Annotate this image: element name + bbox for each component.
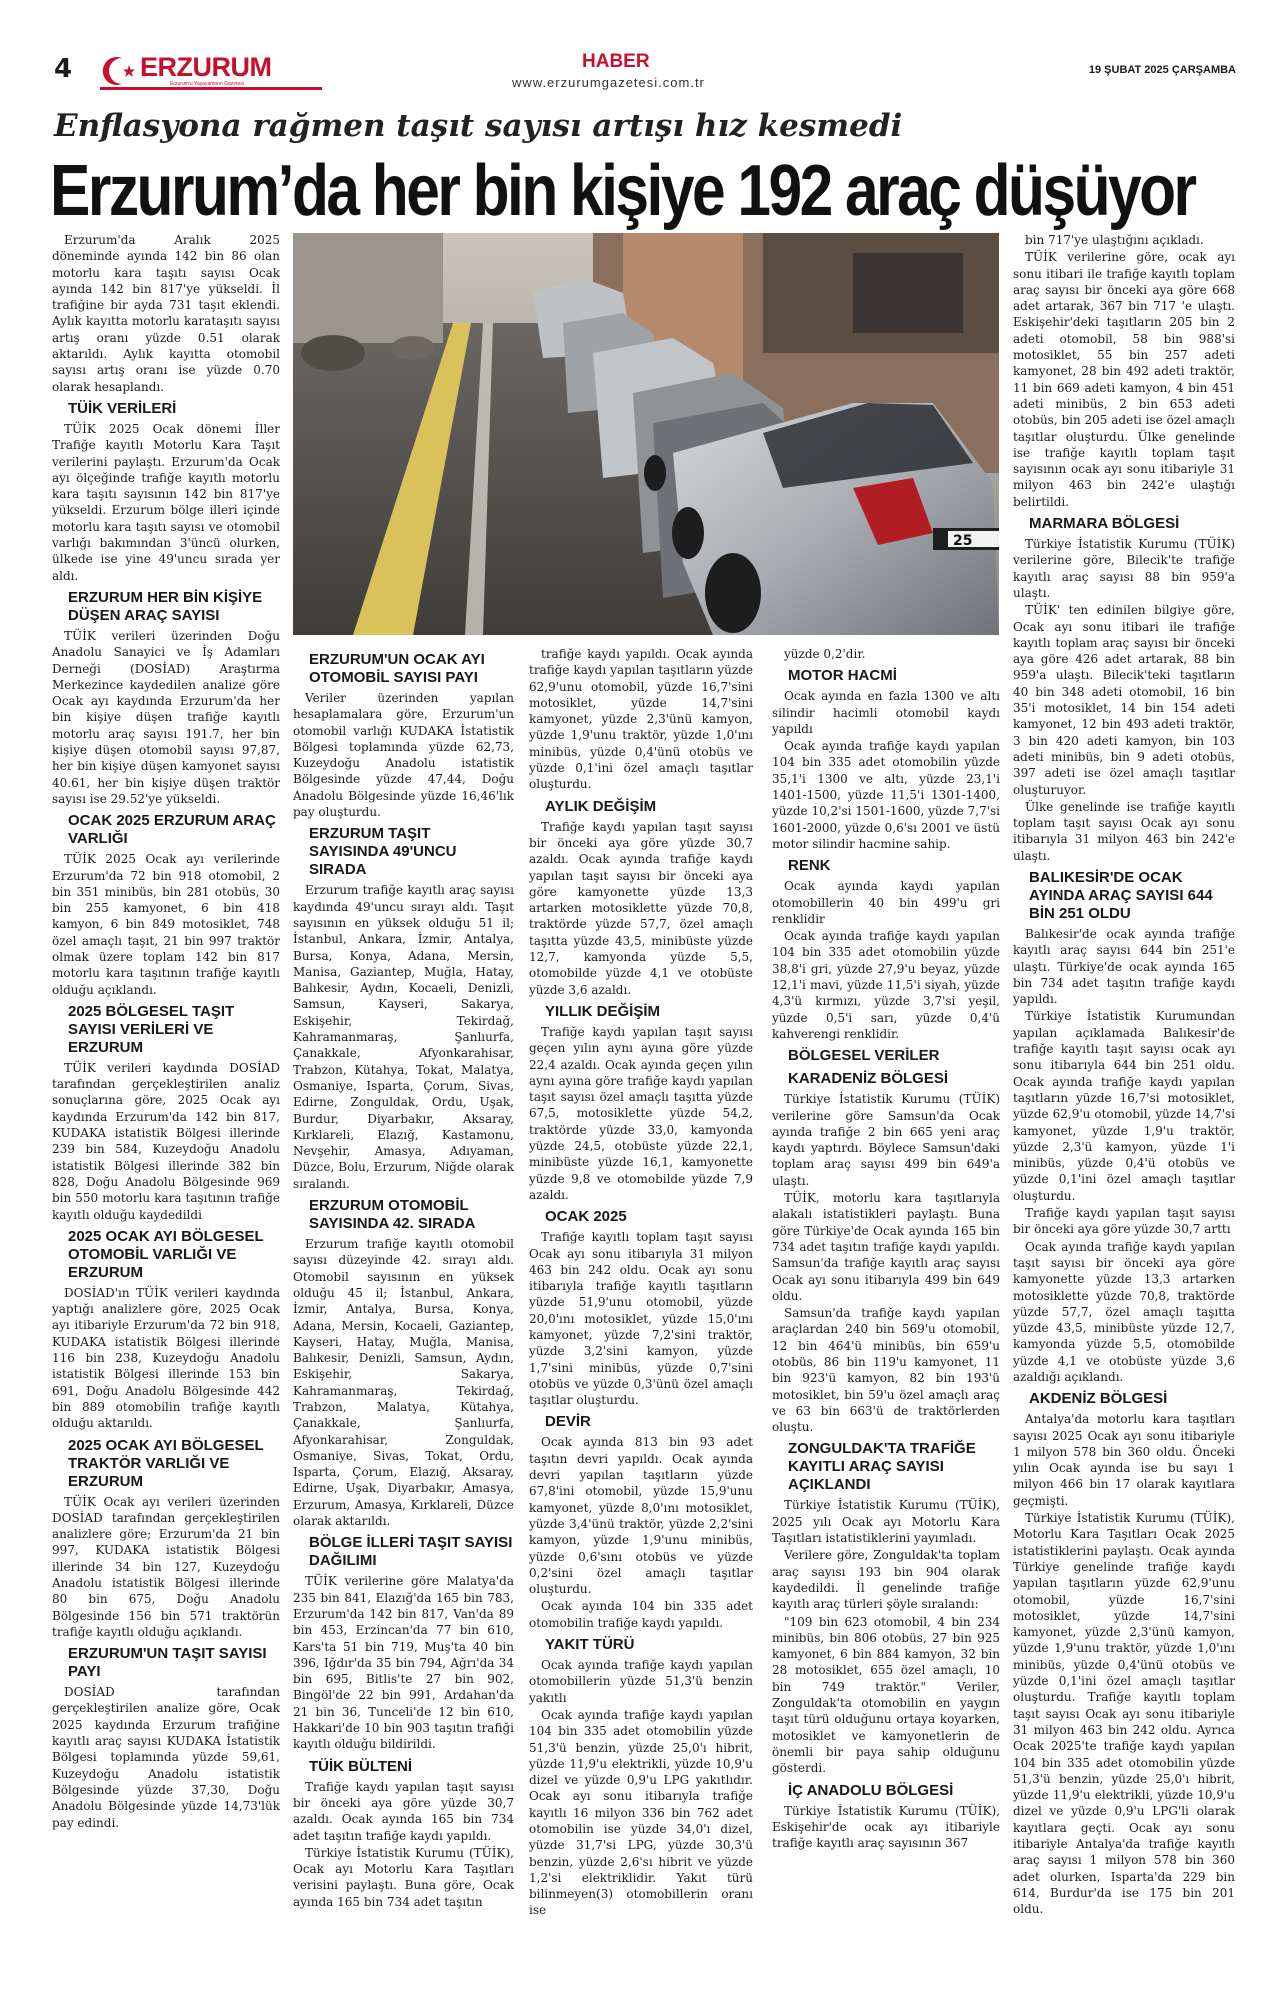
paragraph: "109 bin 623 otomobil, 4 bin 234 minibüs, bin 806 otobüs, 27 bin 925 kamyonet, 6 bin 884 kamyon, 32 bin 28 motosiklet, 655 özel amaçlı, 10 bin 749 traktör." Veriler, Zonguldak'ta otomobilin en yaygın taşıt türü olduğunu ortaya koyarken, motosiklet ve kamyonetlerin de önemli bir paya sahip olduğunu gösterdi. <box>772 1614 1000 1776</box>
paragraph: Türkiye İstatistik Kurumu (TÜİK) verilerine göre, Bilecik'te trafiğe kayıtlı araç sayısı 88 bin 959'a ulaştı. <box>1013 537 1235 600</box>
paragraph: Türkiye İstatistik Kurumu (TÜİK) verilerine göre Samsun'da Ocak ayında trafiğe 2 bin 665 yeni araç kaydı yaptırdı. Böylece Samsun'daki toplam araç sayısı 499 bin 649'a ulaştı. <box>772 1092 1000 1188</box>
paragraph: TÜİK' ten edinilen bilgiye göre, Ocak ayı sonu itibari ile trafiğe kayıtlı toplam araç sayısı bir önceki aya göre 426 adet artarak, 88 bin 959'a ulaştı. Bilecik'teki taşıtların 40 bin 348 adeti otomobil, 16 bin 35'i motosiklet, 14 bin 154 adeti kamyonet, 12 bin 493 adeti traktör, 3 bin 420 adeti kamyon, bin 103 adeti minibüs, bin 9 adeti otobüs, 397 adeti ise özel amaçlı taşıtlar oluşturuyor. <box>1013 603 1235 797</box>
paragraph: Erzurum trafiğe kayıtlı araç sayısı kaydında 49'uncu sırayı aldı. Taşıt sayısının en yüksek olduğu 51 il; İstanbul, Ankara, İzmir, Antalya, Bursa, Konya, Adana, Mersin, Manisa, Gaziantep, Muğla, Hatay, Balıkesir, Aydın, Kocaeli, Denizli, Samsun, Kayseri, Sakarya, Eskişehir, Tekirdağ, Kahramanmaraş, Şanlıurfa, Çanakkale, Afyonkarahisar, Trabzon, Kütahya, Tokat, Malatya, Osmaniye, Isparta, Çorum, Sivas, Edirne, Zonguldak, Ordu, Uşak, Burdur, Diyarbakır, Aksaray, Kırklareli, Elazığ, Kastamonu, Nevşehir, Amasya, Adıyaman, Düzce, Bolu, Erzurum, Niğde olarak sıralandı. <box>293 883 514 1191</box>
paragraph: Ocak ayında kaydı yapılan otomobillerin 40 bin 499'u gri renklidir <box>772 879 1000 926</box>
paragraph: Ocak ayında trafiğe kaydı yapılan otomobillerin yüzde 51,3'ü benzin yakıtlı <box>529 1658 753 1705</box>
paragraph: Trafiğe kaydı yapılan taşıt sayısı bir önceki aya göre yüzde 30,7 azaldı. Ocak ayında 165 bin 734 adet taşıtın trafiğe kaydı yapıldı. <box>293 1779 514 1843</box>
subheading: KARADENİZ BÖLGESİ <box>788 1070 949 1088</box>
paragraph: Ocak ayında 813 bin 93 adet taşıtın devri yapıldı. Ocak ayında devri yapılan taşıtların yüzde 67,8'ini otomobil, yüzde 15,9'unu kamyonet, yüzde 8,0'ını motosiklet, yüzde 3,4'ünü traktör, yüzde 2,2'sini kamyon, yüzde 1,9'unu minibüs, yüzde 0,6'sını otobüs ve yüzde 0,2'sini özel amaçlı taşıtlar oluşturdu. <box>529 1435 753 1597</box>
paragraph: Trafiğe kaydı yapılan taşıt sayısı geçen yılın aynı ayına göre yüzde 22,4 azaldı. Ocak ayında geçen yılın aynı ayına göre trafiğe kaydı yapılan taşıt sayısı özel amaçlı taşıtta yüzde 67,5, motosiklette yüzde 54,2, traktörde yüzde 33,0, kamyonda yüzde 24,5, otobüste yüzde 22,1, minibüste yüzde 16,1, kamyonette yüzde 9,8 ve otomobilde yüzde 7,9 azaldı. <box>529 1024 753 1202</box>
logo-tagline: Erzurum'u Yaşayanların Gazetesi <box>170 81 244 87</box>
article-column-3 <box>529 646 753 1972</box>
page-number: 4 <box>54 54 73 84</box>
newspaper-logo <box>100 54 322 90</box>
paragraph: TÜİK verilerine göre, ocak ayı sonu itibari ile trafiğe kayıtlı toplam araç sayısı bir önceki aya göre 668 adet artarak, 367 bin 717 'e ulaştı. Eskişehir'deki taşıtların 205 bin 2 adeti otomobil, 58 bin 988'si motosiklet, 55 bin 257 adeti kamyonet, 28 bin 492 adeti traktör, 11 bin 669 adeti kamyon, 4 bin 451 adeti minibüs, 2 bin 653 adeti otobüs, bin 205 adeti ise özel amaçlı taşıtlar oluşturdu. Ülke genelinde ise trafiğe kayıtlı toplam taşıt sayısının ocak ayı sonu itibariyle 31 milyon 463 bin 242'e ulaştığı belirtildi. <box>1013 250 1235 509</box>
paragraph: Ülke genelinde ise trafiğe kayıtlı toplam taşıt sayısı Ocak ayı sonu itibarıyla 31 milyon 463 bin 242'e ulaştı. <box>1013 799 1235 863</box>
paragraph: TÜİK, motorlu kara taşıtlarıyla alakalı istatistikleri paylaştı. Buna göre Türkiye'de Ocak ayında 165 bin 734 adet taşıtın trafiğe kaydı yapıldı. Samsun'da trafiğe kayıtlı araç sayısı Ocak ayı sonu itibarıyla 499 bin 649 oldu. <box>772 1191 1000 1303</box>
article-column-5 <box>1013 232 1235 1972</box>
parked-cars-photo <box>293 233 999 635</box>
paragraph: Trafiğe kayıtlı toplam taşıt sayısı Ocak ayı sonu itibarıyla 31 milyon 463 bin 242 oldu. Ocak ayı sonu itibarıyla trafiğe kayıtlı taşıtların yüzde 51,9'unu otomobil, yüzde 20,0'ını motosiklet, yüzde 15,0'ını kamyonet, yüzde 7,2'sini traktör, yüzde 3,2'sini kamyon, yüzde 1,7'sini minibüs, yüzde 0,7'sini otobüs ve yüzde 0,3'ünü özel amaçlı taşıtlar oluşturdu. <box>529 1230 753 1408</box>
article-photo <box>293 233 999 635</box>
paragraph: Trafiğe kaydı yapılan taşıt sayısı bir önceki aya göre yüzde 30,7 arttı <box>1013 1206 1235 1237</box>
paragraph: Erzurum'da Aralık 2025 döneminde ayında 142 bin 86 olan motorlu kara taşıtı sayısı Ocak ayında 142 bin 817'ye yükseldi. İl trafiğine bir ayda 731 taşıt eklendi. Aylık kayıtta motorlu karataşıtı sayısı artış oranı yüzde 0.51 olarak aktarıldı. Aylık kayıtta otomobil sayısı artış oranı ise yüzde 0.70 olarak hesaplandı. <box>52 233 280 394</box>
subheading: AYLIK DEĞİŞİM <box>545 797 657 815</box>
paragraph: Ocak ayında trafiğe kaydı yapılan 104 bin 335 adet otomobilin yüzde 38,8'i gri, yüzde 27,9'u beyaz, yüzde 12,1'i mavi, yüzde 11,5'i siyah, yüzde 4,3'ü kırmızı, yüzde 3,7'si yeşil, yüzde 0,5'i sarı, yüzde 0,4'ü kahverengi renklidir. <box>772 929 1000 1041</box>
paragraph: Veriler üzerinden yapılan hesaplamalara göre, Erzurum'un otomobil varlığı KUDAKA İstatistik Bölgesi toplamında yüzde 62,73, Kuzeydoğu Anadolu istatistik Bölgesinde yüzde 47,44, Doğu Anadolu Bölgesinde yüzde 16,46'lık pay oluşturdu. <box>293 691 514 820</box>
subheading: BÖLGESEL VERİLER <box>788 1047 940 1065</box>
subheading: BALIKESİR'DE OCAK AYINDA ARAÇ SAYISI 644 BİN 251 OLDU <box>1029 868 1213 922</box>
paragraph: Ocak ayında trafiğe kaydı yapılan 104 bin 335 adet otomobilin yüzde 35,1'i 1300 ve altı, yüzde 23,1'i 1401-1500, yüzde 11,5'i 1301-1400, yüzde 10,2'si 1501-1600, yüzde 7,7'si 1601-2000, yüzde 0,6'sı 2001 ve üstü motor silindir hacmine sahip. <box>772 739 1000 851</box>
paragraph: TÜİK 2025 Ocak dönemi İller Trafiğe kayıtlı Motorlu Kara Taşıt verilerini paylaştı. Erzurum'da Ocak ayı ölçeğinde trafiğe kayıtlı motorlu kara taşıtı sayısının 142 bin 817'ye yükseldi. Erzurum bölge illeri içinde motorlu kara taşıtı sayısı ve otomobil varlığı bakımından 3'üncü olurken, ülkede ise yine 49'uncu sırada yer aldı. <box>52 421 280 583</box>
subheading: ERZURUM'UN TAŞIT SAYISI PAYI <box>68 1645 267 1681</box>
subheading: İÇ ANADOLU BÖLGESİ <box>788 1781 954 1799</box>
paragraph: Erzurum trafiğe kayıtlı otomobil sayısı düzeyinde 42. sırayı aldı. Otomobil sayısının en yüksek olduğu 45 il; İstanbul, Ankara, İzmir, Antalya, Bursa, Konya, Adana, Mersin, Kocaeli, Gaziantep, Kayseri, Hatay, Muğla, Manisa, Balıkesir, Denizli, Samsun, Aydın, Eskişehir, Sakarya, Kahramanmaraş, Tekirdağ, Trabzon, Malatya, Kütahya, Çanakkale, Şanlıurfa, Afyonkarahisar, Zonguldak, Osmaniye, Sivas, Tokat, Ordu, Isparta, Çorum, Elazığ, Aksaray, Edirne, Uşak, Diyarbakır, Amasya, Erzurum, Amasya, Kırklareli, Düzce olarak aktarıldı. <box>293 1237 514 1529</box>
paragraph: trafiğe kaydı yapıldı. Ocak ayında trafiğe kaydı yapılan taşıtların yüzde 62,9'unu otomobil, yüzde 16,7'sini motosiklet, yüzde 14,7'sini kamyonet, yüzde 2,3'ünü kamyon, yüzde 1,9'unu traktör, yüzde 1,0'ını minibüs, yüzde 0,4'ünü otobüs ve yüzde 0,1'ini özel amaçlı taşıtlar oluşturdu. <box>529 647 753 792</box>
subheading: ERZURUM'UN OCAK AYI OTOMOBİL SAYISI PAYI <box>309 651 485 686</box>
subheading: 2025 OCAK AYI BÖLGESEL TRAKTÖR VARLIĞI VE ERZURUM <box>68 1436 264 1490</box>
subheading: YAKIT TÜRÜ <box>545 1636 635 1654</box>
article-kicker: Enflasyona rağmen taşıt sayısı artışı hız kesmedi <box>54 108 903 144</box>
paragraph: Verilere göre, Zonguldak'ta toplam araç sayısı 193 bin 904 olarak kaydedildi. İl genelinde trafiğe kayıtlı araç türleri şöyle sıralandı: <box>772 1548 1000 1612</box>
subheading: 2025 OCAK AYI BÖLGESEL OTOMOBİL VARLIĞI VE ERZURUM <box>68 1227 264 1281</box>
paragraph: Trafiğe kaydı yapılan taşıt sayısı bir önceki aya göre yüzde 30,7 azaldı. Ocak ayında trafiğe kaydı yapılan taşıt sayısı bir önceki aya göre kamyonette yüzde 13,3 artarken motosiklette yüzde 70,8, traktörde yüzde 57,7, özel amaçlı taşıtta yüzde 43,5, minibüste yüzde 12,7, kamyonda yüzde 5,5, otomobilde yüzde 4,1 ve otobüste yüzde 3,6 azaldı. <box>529 819 753 997</box>
paragraph: Antalya'da motorlu kara taşıtları sayısı 2025 Ocak ayı sonu itibariyle 1 milyon 578 bin 360 oldu. Önceki yılın Ocak ayında ise bu sayı 1 milyon 466 bin 17 olarak kayıtlara geçmişti. <box>1013 1412 1235 1508</box>
subheading: 2025 BÖLGESEL TAŞIT SAYISI VERİLERİ VE ERZURUM <box>68 1002 235 1056</box>
subheading: ERZURUM TAŞIT SAYISINDA 49'UNCU SIRADA <box>309 825 457 879</box>
subheading: BÖLGE İLLERİ TAŞIT SAYISI DAĞILIMI <box>309 1534 513 1570</box>
section-name: HABER <box>582 51 650 72</box>
subheading: ERZURUM OTOMOBİL SAYISINDA 42. SIRADA <box>309 1197 476 1233</box>
website-url: www.erzurumgazetesi.com.tr <box>512 75 705 90</box>
paragraph: yüzde 0,2'dir. <box>784 647 866 661</box>
subheading: RENK <box>788 857 831 875</box>
paragraph: TÜİK verileri kaydında DOSİAD tarafından gerçekleştirilen analiz sonuçlarına göre, 2025 Ocak ayı kaydında Erzurum'da 142 bin 817, KUDAKA istatistik Bölgesi illerinde 239 bin 584, Kuzeydoğu Anadolu istatistik Bölgesi illerinde 382 bin 828, Doğu Anadolu Bölgesinde 969 bin 550 motorlu kara taşıtının trafiğe kayıtlı olduğu kaydedildi <box>52 1060 280 1222</box>
paragraph: TÜİK Ocak ayı verileri üzerinden DOSİAD tarafından gerçekleştirilen analizlere göre; Erzurum'da 21 bin 997, KUDAKA istatistik Bölgesi illerinde 34 bin 127, Kuzeydoğu Anadolu istatistik Bölgesi illerinde 80 bin 675, Doğu Anadolu Bölgesinde 156 bin 571 traktörün trafiğe kayıtlı olduğu açıklandı. <box>52 1494 280 1639</box>
issue-date: 19 ŞUBAT 2025 ÇARŞAMBA <box>1088 64 1236 76</box>
subheading: TÜİK BÜLTENİ <box>309 1757 413 1775</box>
paragraph: Türkiye İstatistik Kurumundan yapılan açıklamada Balıkesir'de trafiğe kayıtlı taşıt sayısı ocak ayı sonu itibarıyla 644 bin 251 oldu. Ocak ayında trafiğe kaydı yapılan taşıtların yüzde 16,7'si motosiklet, yüzde 62,9'u otomobil, yüzde 14,7'si kamyonet, yüzde 1,9'u traktör, yüzde 2,3'ü kamyon, yüzde 1'i minibüs, yüzde 0,4'ü otobüs ve yüzde 0,1'ini özel amaçlı taşıtlar oluşturdu. <box>1013 1009 1235 1203</box>
subheading: OCAK 2025 ERZURUM ARAÇ VARLIĞI <box>68 812 276 848</box>
subheading: MOTOR HACMİ <box>788 667 897 685</box>
paragraph: Türkiye İstatistik Kurumu (TÜİK), Motorlu Kara Taşıtları Ocak 2025 istatistiklerini paylaştı. Ocak ayında Türkiye genelinde trafiğe kaydı yapılan taşıtların yüzde 62,9'unu otomobil, yüzde 16,7'sini motosiklet, yüzde 14,7'sini kamyonet, yüzde 2,3'ünü kamyon, yüzde 1,9'unu traktör, yüzde 1,0'ını minibüs, yüzde 0,4'ünü otobüs ve yüzde 0,1'ini özel amaçlı taşıtlar oluşturdu. Trafiğe kayıtlı toplam taşıt sayısı Ocak ayı sonu itibariyle 31 milyon 463 bin 242 oldu. Ayrıca Ocak 2025'te trafiğe kaydı yapılan 104 bin 335 adet otomobilin yüzde 51,3'ü benzin, yüzde 25,0'ı hibrit, yüzde 11,9'u elektrikli, yüzde 10,9'u dizel ve yüzde 0,9'u LPG'li olarak kayıtlara geçti. Ocak ayı sonu itibariyle Antalya'da trafiğe kayıtlı araç sayısı 1 milyon 578 bin 360 adet olurken, Isparta'da 229 bin 614, Burdur'da ise 175 bin 201 oldu. <box>1013 1511 1235 1917</box>
article-column-2 <box>293 646 514 1972</box>
subheading: DEVİR <box>545 1413 591 1431</box>
paragraph: bin 717'ye ulaştığını açıkladı. <box>1025 233 1204 247</box>
subheading: OCAK 2025 <box>545 1208 627 1226</box>
paragraph: Ocak ayında trafiğe kaydı yapılan 104 bin 335 adet otomobilin yüzde 51,3'ü benzin, yüzde 25,0'ı hibrit, yüzde 11,9'u elektrikli, yüzde 10,9'u dizel ve yüzde 0,9'u LPG yakıtlıdır. Ocak ayı sonu itibarıyla trafiğe kayıtlı 16 milyon 336 bin 762 adet otomobilin ise yüzde 34,0'ı dizel, yüzde 31,7'si LPG, yüzde 30,3'ü benzin, yüzde 2,6'sı hibrit ve yüzde 1,2'si elektriklidir. Yakıt türü bilinmeyen(3) otomobillerin oranı ise <box>529 1707 753 1918</box>
subheading: TÜİK VERİLERİ <box>68 399 177 417</box>
paragraph: Ocak ayında en fazla 1300 ve altı silindir hacimli otomobil kaydı yapıldı <box>772 689 1000 736</box>
paragraph: DOSİAD tarafından gerçekleştirilen analize göre, Ocak 2025 kaydında Erzurum trafiğine kayıtlı araç sayısı KUDAKA İstatistik Bölgesi toplamında yüzde 59,61, Kuzeydoğu Anadolu istatistik Bölgesinde yüzde 37,30, Doğu Anadolu Bölgesinde yüzde 14,73'lük pay edindi. <box>52 1685 280 1830</box>
license-plate: 25 <box>953 533 973 549</box>
subheading: MARMARA BÖLGESİ <box>1029 515 1180 533</box>
paragraph: Balıkesir'de ocak ayında trafiğe kayıtlı araç sayısı 644 bin 251'e ulaştı. Türkiye'de ocak ayında 165 bin 734 adet taşıtın trafiğe kaydı yapıldı. <box>1013 926 1235 1007</box>
paragraph: Ocak ayında trafiğe kaydı yapılan taşıt sayısı bir önceki aya göre kamyonette yüzde 13,3 artarken motosiklette yüzde 70,8, traktörde yüzde 57,7, özel amaçlı taşıtta yüzde 43,5, minibüste yüzde 12,7, kamyonda yüzde 5,5, otomobilde yüzde 4,1 ve otobüste yüzde 3,6 azaldığı açıklandı. <box>1013 1239 1235 1384</box>
paragraph: Türkiye İstatistik Kurumu (TÜİK), 2025 yılı Ocak ayı Motorlu Kara Taşıtları istatistiklerini yayımladı. <box>772 1498 1000 1546</box>
subheading: ZONGULDAK'TA TRAFİĞE KAYITLI ARAÇ SAYISI AÇIKLANDI <box>788 1440 976 1494</box>
paragraph: Ocak ayında 104 bin 335 adet otomobilin trafiğe kaydı yapıldı. <box>529 1599 753 1630</box>
paragraph: Türkiye İstatistik Kurumu (TÜİK), Eskişehir'de ocak ayı itibariyle trafiğe kayıtlı araç sayısının 367 <box>772 1803 1000 1851</box>
page-header <box>40 51 1242 96</box>
paragraph: TÜİK 2025 Ocak ayı verilerinde Erzurum'da 72 bin 918 otomobil, 2 bin 351 minibüs, bin 281 otobüs, 30 bin 255 kamyonet, 6 bin 418 kamyon, 6 bin 849 motosiklet, 748 özel amaçlı taşıt, 21 bin 997 traktör olmak üzere toplam 142 bin 817 motorlu kara taşıtının trafiğe kayıtlı olduğu açıklandı. <box>52 852 280 997</box>
paragraph: TÜİK verileri üzerinden Doğu Anadolu Sanayici ve İş Adamları Derneği (DOSİAD) Araştırma Merkezince kaydedilen analize göre Ocak ayı kaydında Erzurum'da her bin kişiye düşen trafiğe kayıtlı motorlu araç sayısı 191.7, her bin kişiye düşen otomobil sayısı 97,87, her bin kişiye düşen kamyonet sayısı 40.61, her bin kişiye düşen traktör sayısı ise 29.52'ye yükseldi. <box>52 628 280 806</box>
subheading: YILLIK DEĞİŞİM <box>545 1002 661 1020</box>
paragraph: DOSİAD'ın TÜİK verileri kaydında yaptığı analizlere göre, 2025 Ocak ayı itibariyle Erzurum'da 72 bin 918, KUDAKA istatistik Bölgesi illerinde 116 bin 238, Kuzeydoğu Anadolu istatistik Bölgesi illerinde 153 bin 691, Doğu Anadolu Bölgesinde 442 bin 889 otomobilin trafiğe kayıtlı olduğu aktarıldı. <box>52 1285 280 1431</box>
paragraph: Samsun'da trafiğe kaydı yapılan araçlardan 240 bin 569'u otomobil, 12 bin 464'ü minibüs, bin 659'u otobüs, 86 bin 119'u kamyonet, 11 bin 923'ü kamyon, 82 bin 193'ü motosiklet, bin 59'u özel amaçlı araç ve 63 bin 663'ü de traktörlerden oluştu. <box>772 1306 1000 1435</box>
subheading: AKDENİZ BÖLGESİ <box>1029 1390 1168 1408</box>
article-headline: Erzurum’da her bin kişiye 192 araç düşüyor <box>50 151 1195 231</box>
paragraph: TÜİK verilerine göre Malatya'da 235 bin 841, Elazığ'da 165 bin 783, Erzurum'da 142 bin 817, Van'da 89 bin 453, Erzincan'da 77 bin 610, Kars'ta 51 bin 719, Muş'ta 40 bin 396, Iğdır'da 35 bin 794, Ağrı'da 34 bin 695, Bitlis'te 27 bin 902, Bingöl'de 22 bin 991, Ardahan'da 21 bin 36, Tunceli'de 12 bin 610, Hakkari'de 10 bin 903 taşıtın trafiği kayıtlı olduğu bildirildi. <box>293 1574 514 1752</box>
article-column-4 <box>772 646 1000 1972</box>
subheading: ERZURUM HER BİN KİŞİYE DÜŞEN ARAÇ SAYISI <box>68 588 263 624</box>
article-column-1 <box>52 232 280 1972</box>
crescent-star-icon <box>100 54 140 88</box>
paragraph: Türkiye İstatistik Kurumu (TÜİK), Ocak ayı Motorlu Kara Taşıtları verisini paylaştı. Buna göre, Ocak ayında 165 bin 734 adet taşıtın <box>293 1845 514 1909</box>
logo-wordmark: ERZURUM <box>140 52 272 82</box>
